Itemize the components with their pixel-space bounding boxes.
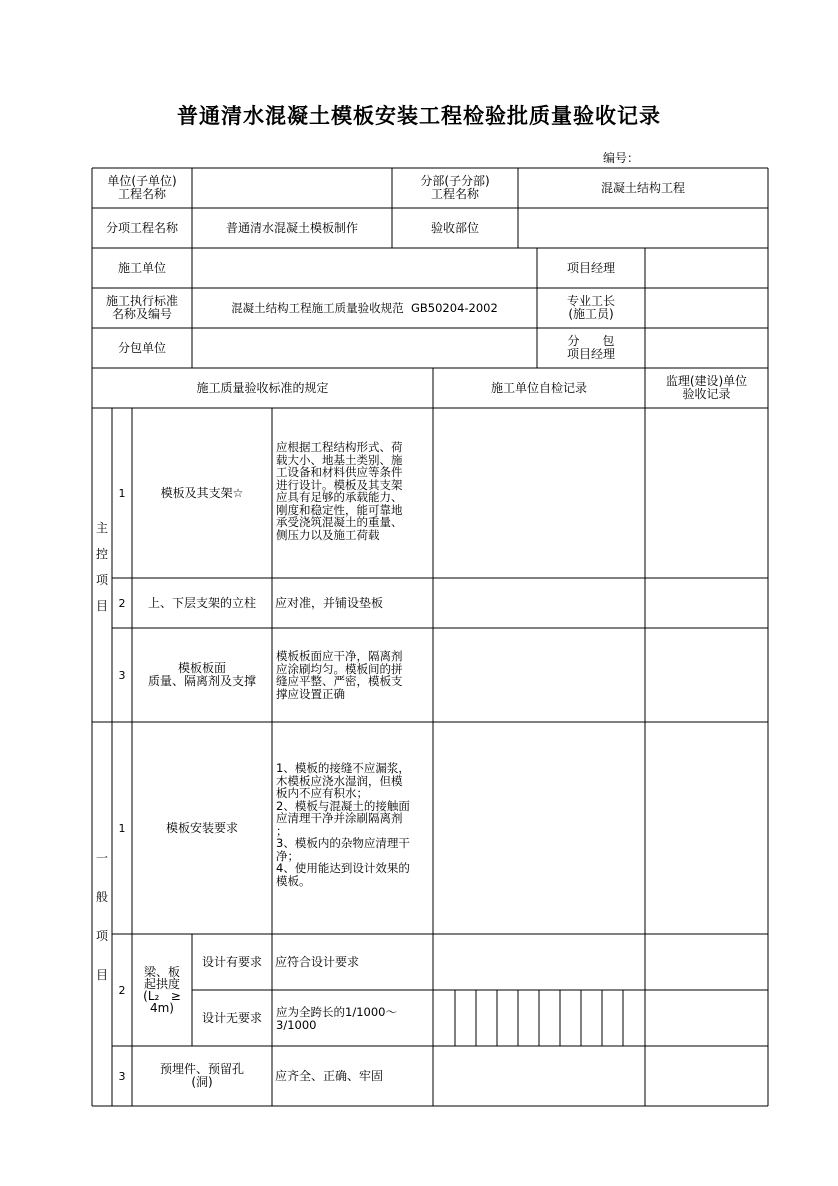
spec-column-header: 施工质量验收标准的规定 — [196, 380, 329, 395]
foreman-label: 专业工长 (施工员) — [566, 294, 615, 321]
main-item-name: 模板及其支架☆ — [160, 485, 244, 500]
self-check-column-header: 施工单位自检记录 — [490, 380, 587, 395]
main-control-label-char: 控 — [95, 547, 108, 561]
general-item-name: 预埋件、预留孔 (洞) — [159, 1062, 244, 1089]
general-label-char: 项 — [95, 929, 108, 943]
main-item-requirement: 应对准，并铺设垫板 — [275, 595, 384, 610]
subcontractor-label: 分包单位 — [117, 340, 166, 355]
main-item-number: 2 — [118, 596, 126, 610]
general-item-number: 2 — [118, 983, 126, 997]
general-item-name: 梁、板 起拱度 (L₂ ≥ 4m) — [143, 965, 181, 1015]
acceptance-part-value[interactable] — [518, 208, 768, 248]
contractor-value[interactable] — [192, 248, 537, 288]
standard-value[interactable]: 混凝土结构工程施工质量验收规范 GB50204-2002 — [231, 300, 498, 315]
general-item-requirement: 应符合设计要求 — [275, 954, 360, 969]
main-item-requirement: 模板板面应干净，隔离剂 应涂刷均匀。模板间的拼 缝应平整、严密，模板支 撑应设置正确 — [276, 649, 403, 701]
subitem-name-label: 分项工程名称 — [105, 220, 178, 235]
general-label-char: 目 — [95, 968, 108, 982]
sub-project-manager-label: 分 包 项目经理 — [566, 334, 615, 361]
general-item-requirement: 应为全跨长的1/1000～ 3/1000 — [276, 1005, 397, 1032]
project-manager-value[interactable] — [645, 248, 768, 288]
unit-name-value[interactable] — [192, 168, 392, 208]
project-manager-label: 项目经理 — [566, 260, 615, 275]
main-item-number: 3 — [118, 668, 126, 682]
general-label-char: 般 — [95, 890, 108, 904]
main-item-requirement: 应根据工程结构形式、荷 载大小、地基土类别、施 工设备和材料供应等条件 进行设计。模板及其支架 应具有足够的承载能力、 刚度和稳定性，能可靠地 承受浇筑混凝土的重量、 侧压力以及施工荷载 — [276, 440, 403, 542]
subitem-name-value[interactable]: 普通清水混凝土模板制作 — [225, 220, 358, 235]
main-control-label-char: 主 — [95, 521, 108, 535]
main-control-label-char: 目 — [95, 599, 108, 613]
subcontractor-value[interactable] — [192, 328, 537, 368]
general-item-sub-label: 设计无要求 — [201, 1010, 262, 1025]
main-item-number: 1 — [118, 486, 126, 500]
contractor-label: 施工单位 — [117, 260, 166, 275]
document-number-label: 编号： — [603, 151, 640, 165]
unit-name-label: 单位(子单位) 工程名称 — [107, 174, 177, 201]
general-label-char: 一 — [95, 851, 108, 865]
general-item-requirement: 应齐全、正确、牢固 — [275, 1068, 384, 1083]
supervision-column-header: 监理(建设)单位 验收记录 — [665, 374, 748, 401]
sub-project-manager-value[interactable] — [645, 328, 768, 368]
foreman-value[interactable] — [645, 288, 768, 328]
document-title: 普通清水混凝土模板安装工程检验批质量验收记录 — [177, 104, 661, 128]
acceptance-part-label: 验收部位 — [430, 220, 479, 235]
division-name-value[interactable]: 混凝土结构工程 — [600, 180, 685, 195]
main-item-name: 模板板面 质量、隔离剂及支撑 — [147, 661, 256, 688]
main-control-label-char: 项 — [95, 573, 108, 587]
general-item-number: 3 — [118, 1069, 126, 1083]
general-item-requirement: 1、模板的接缝不应漏浆， 木模板应浇水湿润，但模 板内不应有积水； 2、模板与混凝土的接触面 应清理干净并涂刷隔离剂 ； 3、模板内的杂物应清理干 净； 4、使用能达到设计效果的 模板。 — [276, 761, 410, 888]
general-item-name: 模板安装要求 — [165, 820, 238, 835]
division-name-label: 分部(子分部) 工程名称 — [420, 174, 490, 201]
main-item-name: 上、下层支架的立柱 — [147, 595, 256, 610]
general-item-sub-label: 设计有要求 — [201, 954, 262, 969]
standard-label: 施工执行标准 名称及编号 — [105, 294, 178, 321]
general-item-number: 1 — [118, 821, 126, 835]
